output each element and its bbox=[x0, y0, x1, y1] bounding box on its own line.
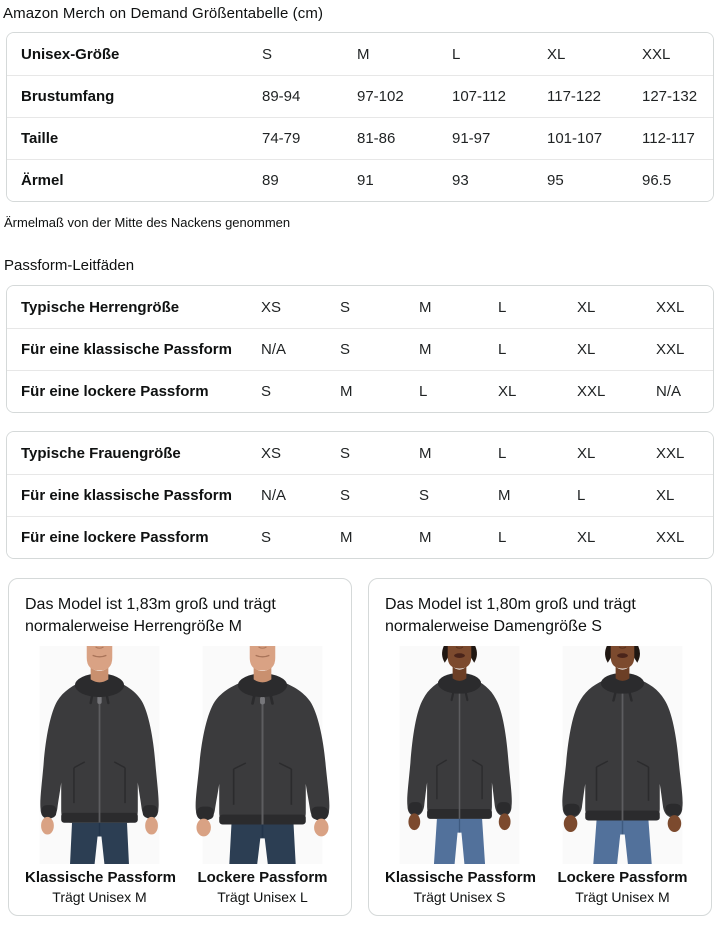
row-label: Für eine lockere Passform bbox=[21, 529, 209, 546]
table-row bbox=[7, 516, 713, 558]
table-row bbox=[7, 159, 713, 201]
table-row bbox=[7, 117, 713, 159]
model-photo-loose-fit-male bbox=[188, 646, 337, 864]
value-cell: XXL bbox=[656, 444, 685, 462]
figures-row bbox=[25, 646, 337, 905]
size-header-cell: XXL bbox=[642, 45, 671, 63]
model-photo-loose-fit-female bbox=[548, 646, 697, 864]
value-cell: M bbox=[419, 444, 432, 462]
value-cell: S bbox=[419, 487, 430, 504]
value-cell: XS bbox=[261, 444, 282, 462]
value-cell: S bbox=[261, 383, 272, 400]
value-cell: XL bbox=[577, 298, 596, 316]
value-cell: N/A bbox=[656, 383, 682, 400]
model-panels bbox=[8, 578, 712, 916]
value-cell: M bbox=[419, 341, 432, 358]
model-photo-classic-fit-male bbox=[25, 646, 174, 864]
value-cell: 117-122 bbox=[547, 88, 601, 105]
value-cell: 89-94 bbox=[262, 88, 301, 105]
row-label: Taille bbox=[21, 130, 59, 147]
row-label: Typische Herrengröße bbox=[21, 298, 180, 316]
fit-label: Klassische Passform bbox=[25, 869, 176, 886]
value-cell: S bbox=[340, 298, 351, 316]
value-cell: 127-132 bbox=[642, 88, 698, 105]
value-cell: 93 bbox=[452, 172, 469, 189]
row-label: Ärmel bbox=[21, 172, 64, 189]
value-cell: M bbox=[340, 529, 353, 546]
value-cell: L bbox=[498, 529, 507, 546]
value-cell: XL bbox=[577, 529, 596, 546]
value-cell: 96.5 bbox=[642, 172, 672, 189]
table-row bbox=[7, 432, 713, 474]
table-row bbox=[7, 474, 713, 516]
value-cell: L bbox=[419, 383, 428, 400]
classic-fit-figure bbox=[25, 646, 174, 905]
row-label: Für eine lockere Passform bbox=[21, 383, 209, 400]
value-cell: S bbox=[261, 529, 272, 546]
row-label: Brustumfang bbox=[21, 88, 115, 105]
table-row bbox=[7, 286, 713, 328]
fit-label: Lockere Passform bbox=[557, 869, 688, 886]
value-cell: XL bbox=[577, 444, 596, 462]
sleeve-measure-note: Ärmelmaß von der Mitte des Nackens genommen bbox=[4, 215, 291, 230]
loose-fit-figure bbox=[188, 646, 337, 905]
female-model-panel bbox=[368, 578, 712, 916]
value-cell: 81-86 bbox=[357, 130, 396, 147]
model-photo-classic-fit-female bbox=[385, 646, 534, 864]
size-header-cell: L bbox=[452, 45, 461, 63]
value-cell: 107-112 bbox=[452, 88, 506, 105]
value-cell: M bbox=[498, 487, 511, 504]
unisex-size-table bbox=[6, 32, 714, 202]
value-cell: XL bbox=[577, 341, 596, 358]
size-header-cell: XL bbox=[547, 45, 566, 63]
value-cell: XXL bbox=[656, 341, 685, 358]
value-cell: S bbox=[340, 444, 351, 462]
size-header-cell: M bbox=[357, 45, 370, 63]
value-cell: XS bbox=[261, 298, 282, 316]
fit-guides-title: Passform-Leitfäden bbox=[4, 257, 135, 274]
value-cell: XXL bbox=[577, 383, 606, 400]
panel-heading: Das Model ist 1,80m groß und trägt normalerweise Damengröße S bbox=[385, 596, 636, 635]
value-cell: L bbox=[498, 444, 507, 462]
value-cell: S bbox=[340, 341, 351, 358]
value-cell: 112-117 bbox=[642, 130, 695, 147]
row-label: Unisex-Größe bbox=[21, 45, 120, 63]
size-label: Trägt Unisex M bbox=[575, 889, 670, 905]
value-cell: XXL bbox=[656, 529, 685, 546]
page-title: Amazon Merch on Demand Größentabelle (cm) bbox=[3, 5, 324, 22]
womens-fit-table bbox=[6, 431, 714, 559]
value-cell: M bbox=[419, 298, 432, 316]
value-cell: 91-97 bbox=[452, 130, 491, 147]
figures-row bbox=[385, 646, 697, 905]
fit-label: Klassische Passform bbox=[385, 869, 536, 886]
classic-fit-figure bbox=[385, 646, 534, 905]
mens-fit-table bbox=[6, 285, 714, 413]
value-cell: 91 bbox=[357, 172, 374, 189]
value-cell: 95 bbox=[547, 172, 564, 189]
value-cell: 101-107 bbox=[547, 130, 603, 147]
table-row bbox=[7, 328, 713, 370]
value-cell: L bbox=[498, 298, 507, 316]
value-cell: 97-102 bbox=[357, 88, 404, 105]
male-model-panel bbox=[8, 578, 352, 916]
table-row bbox=[7, 75, 713, 117]
value-cell: M bbox=[340, 383, 353, 400]
size-chart-page bbox=[0, 5, 720, 925]
size-label: Trägt Unisex L bbox=[217, 889, 308, 905]
value-cell: 74-79 bbox=[262, 130, 301, 147]
table-row bbox=[7, 370, 713, 412]
table-header-row bbox=[7, 33, 713, 75]
loose-fit-figure bbox=[548, 646, 697, 905]
size-header-cell: S bbox=[262, 45, 273, 63]
panel-heading: Das Model ist 1,83m groß und trägt normalerweise Herrengröße M bbox=[25, 596, 276, 635]
value-cell: L bbox=[577, 487, 586, 504]
value-cell: 89 bbox=[262, 172, 279, 189]
value-cell: XL bbox=[498, 383, 517, 400]
size-label: Trägt Unisex S bbox=[413, 889, 506, 905]
fit-label: Lockere Passform bbox=[197, 869, 328, 886]
row-label: Für eine klassische Passform bbox=[21, 487, 232, 504]
row-label: Typische Frauengröße bbox=[21, 444, 181, 462]
value-cell: S bbox=[340, 487, 351, 504]
value-cell: XXL bbox=[656, 298, 685, 316]
value-cell: XL bbox=[656, 487, 675, 504]
row-label: Für eine klassische Passform bbox=[21, 341, 232, 358]
value-cell: N/A bbox=[261, 341, 287, 358]
value-cell: M bbox=[419, 529, 432, 546]
size-label: Trägt Unisex M bbox=[52, 889, 147, 905]
value-cell: L bbox=[498, 341, 507, 358]
value-cell: N/A bbox=[261, 487, 287, 504]
